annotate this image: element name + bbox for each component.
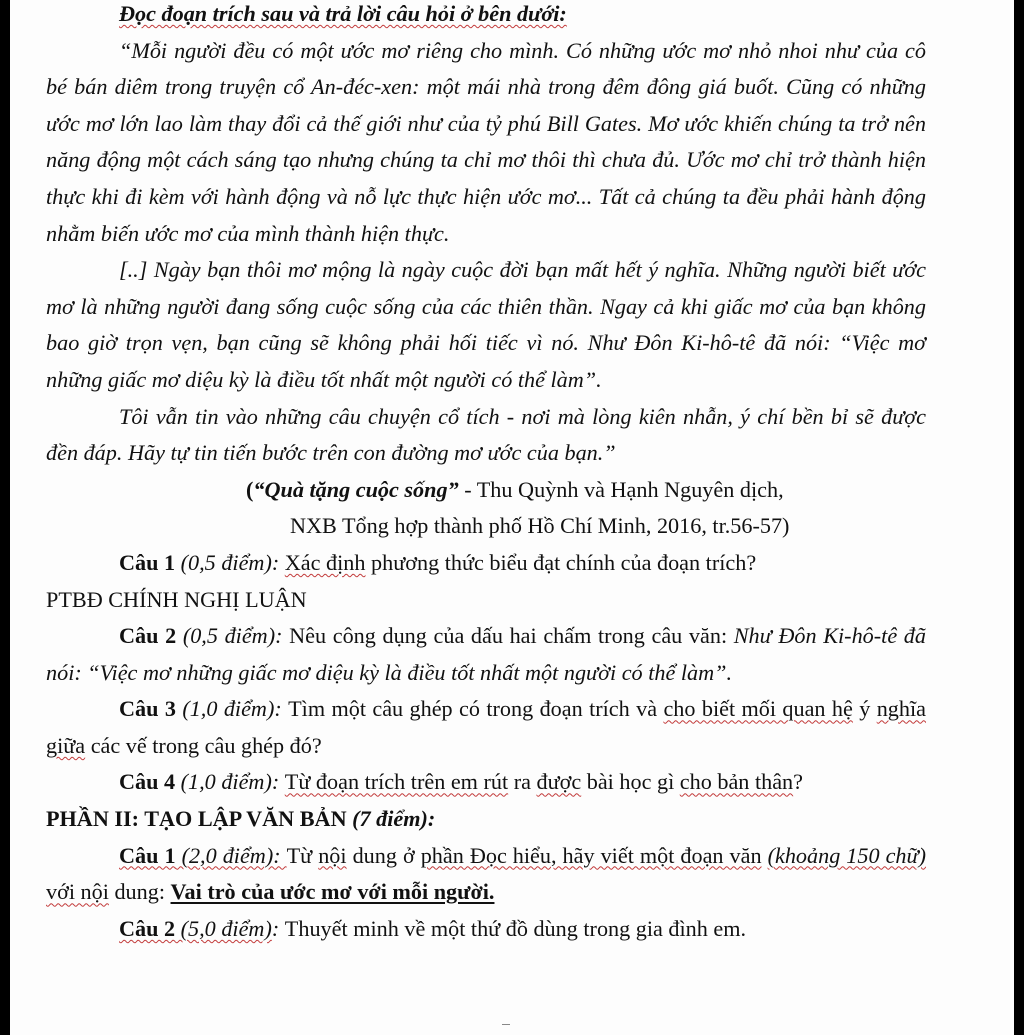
page-edge-mark — [502, 1024, 510, 1035]
part-2-q1-text-d: dung: — [108, 879, 171, 905]
part-2-q1-points: (2,0 điểm): — [175, 842, 287, 868]
passage-paragraph-3: Tôi vẫn tin vào những câu chuyện cổ tích - nơi mà lòng kiên nhẫn, ý chí bền bỉ sẽ được đền đáp. Hãy tự tin tiến bước trên con đường mơ ước của bạn.” — [46, 403, 926, 466]
question-3-points: (1,0 điểm): — [175, 696, 289, 722]
question-3-text-c: các vế trong câu ghép đó? — [85, 732, 322, 758]
part-2-q1-text-u1: nội — [318, 842, 347, 868]
question-4-text-a: ra — [508, 769, 537, 795]
part-2-title: PHẦN II: TẠO LẬP VĂN BẢN — [46, 806, 353, 832]
part-2-q2-points-underlined: (5,0 điểm) — [175, 915, 272, 941]
document-page — [10, 0, 1014, 1035]
question-1-answer: PTBĐ CHÍNH NGHỊ LUẬN — [46, 586, 307, 612]
question-4-text-c: ? — [793, 769, 804, 795]
part-2-q2-label: Câu 2 — [119, 915, 176, 941]
passage-paragraph-1: “Mỗi người đều có một ước mơ riêng cho mình. Có những ước mơ nhỏ nhoi như của cô bé bán diêm trong truyện cổ An-đéc-xen: một mái nhà trong đêm đông giá buốt. Cũng có những ước mơ lớn lao làm thay đổi cả thế giới như của tỷ phú Bill Gates. Mơ ước khiến chúng ta trở nên năng động một cách sáng tạo nhưng chúng ta chỉ mơ thôi thì chưa đủ. Ước mơ chỉ trở thành hiện thực khi đi kèm với hành động và nỗ lực thực hiện ước mơ... Tất cả chúng ta đều phải hành động nhằm biến ước mơ của mình thành hiện thực. — [46, 37, 926, 246]
question-3 — [46, 691, 926, 764]
question-1 — [46, 545, 926, 582]
part-2-q1-text-a: Từ — [286, 842, 319, 868]
question-3-text-u1: cho biết mối quan hệ — [663, 696, 853, 722]
question-4-text-u1: Từ đoạn trích trên em rút — [284, 769, 509, 795]
question-4-text-b: bài học gì — [581, 769, 680, 795]
part-2-q2-points: : — [271, 915, 285, 941]
question-2-quote: Như Đôn Ki-hô-tê đã nói: “Việc mơ những giấc mơ diệu kỳ là điều tốt nhất một người có thể làm”. — [46, 623, 926, 685]
question-4-text-u2: được — [536, 769, 582, 795]
question-4-points: (1,0 điểm): — [175, 769, 285, 795]
part-2-question-2 — [46, 911, 926, 948]
question-3-text-u2: nghĩa giữa — [46, 696, 926, 758]
part-2-q2-text: Thuyết minh về một thứ đồ dùng trong gia đình em. — [284, 915, 747, 941]
part-2-points: (7 điểm): — [352, 806, 436, 832]
question-4-label: Câu 4 — [119, 769, 176, 795]
question-3-text-a: Tìm một câu ghép có trong đoạn trích và — [288, 696, 664, 722]
part-2-q1-length: (khoảng 150 chữ) — [767, 842, 927, 868]
source-book-title: “Quà tặng cuộc sống” — [253, 476, 459, 502]
source-translators: - Thu Quỳnh và Hạnh Nguyên dịch, — [458, 476, 784, 502]
document-content — [46, 0, 926, 947]
question-3-text-b: ý — [852, 696, 877, 722]
question-2-text: Nêu công dụng của dấu hai chấm trong câu văn: — [289, 623, 734, 649]
part-2-q1-label: Câu 1 — [119, 842, 176, 868]
instruction-heading — [46, 0, 926, 33]
part-2-q1-text-u2: phần Đọc hiểu, hãy viết một đoạn văn — [420, 842, 762, 868]
source-citation — [46, 472, 926, 509]
question-4 — [46, 764, 926, 801]
source-publisher: NXB Tổng hợp thành phố Hồ Chí Minh, 2016, tr.56-57) — [290, 513, 790, 539]
question-3-label: Câu 3 — [119, 696, 176, 722]
question-2-label: Câu 2 — [119, 623, 177, 649]
question-1-text-underlined: Xác định — [284, 549, 366, 575]
part-2-heading — [46, 801, 926, 838]
part-2-q1-text-u3: với nội — [46, 879, 109, 905]
passage-paragraph-2: [..] Ngày bạn thôi mơ mộng là ngày cuộc đời bạn mất hết ý nghĩa. Những người biết ước mơ là những người đang sống cuộc sống của các thiên thần. Ngay cả khi giấc mơ của bạn không bao giờ trọn vẹn, bạn cũng sẽ không phải hối tiếc vì nó. Như Đôn Ki-hô-tê đã nói: “Việc mơ những giấc mơ diệu kỳ là điều tốt nhất một người có thể làm”. — [46, 257, 926, 392]
question-2-points: (0,5 điểm): — [176, 623, 290, 649]
question-2 — [46, 618, 926, 691]
source-open-paren: ( — [246, 476, 254, 502]
part-2-q1-topic: Vai trò của ước mơ với mỗi người. — [170, 879, 495, 905]
instruction-text: Đọc đoạn trích sau và trả lời câu hỏi ở bên dưới: — [119, 1, 567, 26]
question-4-text-u3: cho bản thân — [679, 769, 794, 795]
part-2-q1-text-b: dung ở — [346, 842, 421, 868]
question-1-label: Câu 1 — [119, 549, 176, 575]
question-1-points: (0,5 điểm): — [175, 549, 285, 575]
question-1-text: phương thức biểu đạt chính của đoạn trích? — [365, 549, 757, 575]
source-publisher-line — [46, 508, 926, 545]
part-2-question-1 — [46, 838, 926, 911]
